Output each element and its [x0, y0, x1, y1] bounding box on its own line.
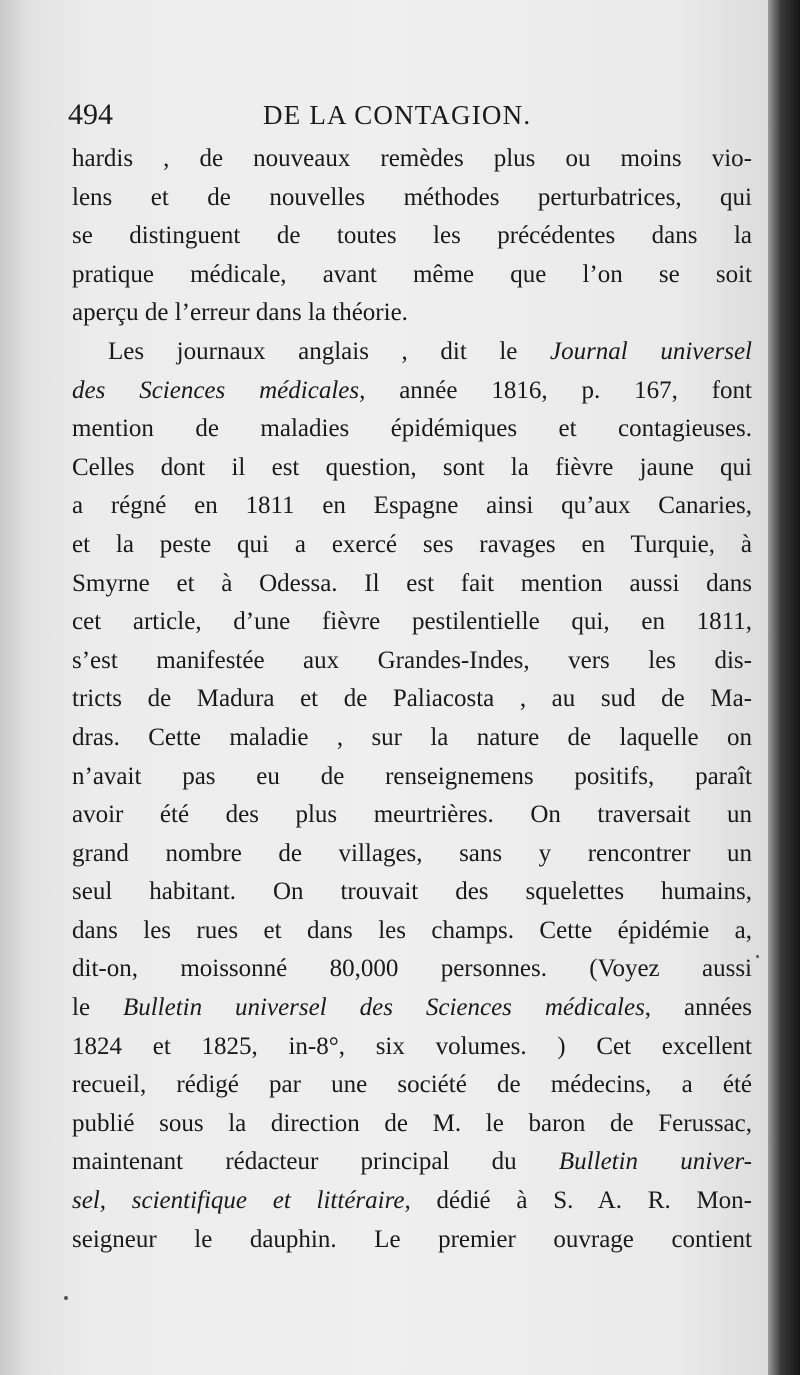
text-line-1: hardis , de nouveaux remèdes plus ou moins vio- — [72, 145, 752, 172]
running-head: DE LA CONTAGION. — [263, 100, 532, 130]
text-segment: , années — [644, 994, 752, 1022]
text-line-11: et la peste qui a exercé ses ravages en Turquie, à — [72, 530, 752, 558]
text-line-15: tricts de Madura et de Paliacosta , au sud de Ma- — [72, 685, 752, 713]
text-line-16: dras. Cette maladie , sur la nature de laquelle on — [72, 723, 752, 751]
text-line-3: se distinguent de toutes les précédentes dans la — [72, 222, 752, 250]
bulletin-title-italic-cont: sel, scientifique et littéraire, — [72, 1187, 411, 1215]
text-line-29: seigneur le dauphin. Le premier ouvrage contient — [72, 1225, 752, 1253]
journal-title-italic: Journal universel — [549, 337, 752, 365]
bulletin-title-italic-2: Bulletin univer- — [558, 1148, 752, 1176]
page-header — [68, 98, 748, 138]
page-number: 494 — [68, 98, 113, 131]
text-line-12: Smyrne et à Odessa. Il est fait mention aussi dans — [72, 569, 752, 597]
text-line-28 — [72, 1182, 752, 1221]
book-spine-shadow — [768, 0, 800, 1375]
text-line-7 — [72, 372, 752, 411]
text-line-6 — [72, 333, 752, 372]
text-segment: dédié à S. A. R. Mon- — [410, 1187, 753, 1215]
bulletin-title-italic: Bulletin universel des Sciences médicales — [122, 994, 645, 1022]
text-line-8: mention de maladies épidémiques et contagieuses. — [72, 415, 752, 443]
text-line-9: Celles dont il est question, sont la fièvre jaune qui — [72, 453, 752, 481]
text-segment: le — [72, 994, 123, 1022]
text-line-24: 1824 et 1825, in-8°, six volumes. ) Cet excellent — [72, 1032, 752, 1060]
text-line-2: lens et de nouvelles méthodes perturbatrices, qui — [72, 183, 752, 211]
text-line-10: a régné en 1811 en Espagne ainsi qu’aux Canaries, — [72, 492, 752, 520]
text-line-27 — [72, 1143, 752, 1182]
body-text — [72, 140, 752, 1259]
text-line-13: cet article, d’une fièvre pestilentielle qui, en 1811, — [72, 608, 752, 636]
text-line-14: s’est manifestée aux Grandes-Indes, vers les dis- — [72, 646, 752, 674]
text-line-18: avoir été des plus meurtrières. On traversait un — [72, 801, 752, 829]
paper-speck — [64, 1296, 68, 1300]
text-line-23 — [72, 989, 752, 1028]
text-line-17: n’avait pas eu de renseignemens positifs, paraît — [72, 762, 752, 790]
journal-title-italic-cont: des Sciences médicales, — [72, 376, 366, 404]
text-line-4: pratique médicale, avant même que l’on se soit — [72, 260, 752, 288]
paper-speck — [756, 955, 759, 958]
text-line-19: grand nombre de villages, sans y rencontrer un — [72, 839, 752, 867]
text-line-5: aperçu de l’erreur dans la théorie. — [72, 299, 408, 327]
text-line-21: dans les rues et dans les champs. Cette épidémie a, — [72, 916, 752, 944]
text-segment: maintenant rédacteur principal du — [72, 1148, 559, 1176]
text-line-22: dit-on, moissonné 80,000 personnes. (Voyez aussi — [72, 955, 752, 983]
text-segment: année 1816, p. 167, font — [365, 376, 752, 404]
text-line-20: seul habitant. On trouvait des squelettes humains, — [72, 878, 752, 906]
text-segment: Les journaux anglais , dit le — [108, 337, 550, 365]
text-line-25: recueil, rédigé par une société de médecins, a été — [72, 1071, 752, 1099]
text-line-26: publié sous la direction de M. le baron de Ferussac, — [72, 1109, 752, 1137]
